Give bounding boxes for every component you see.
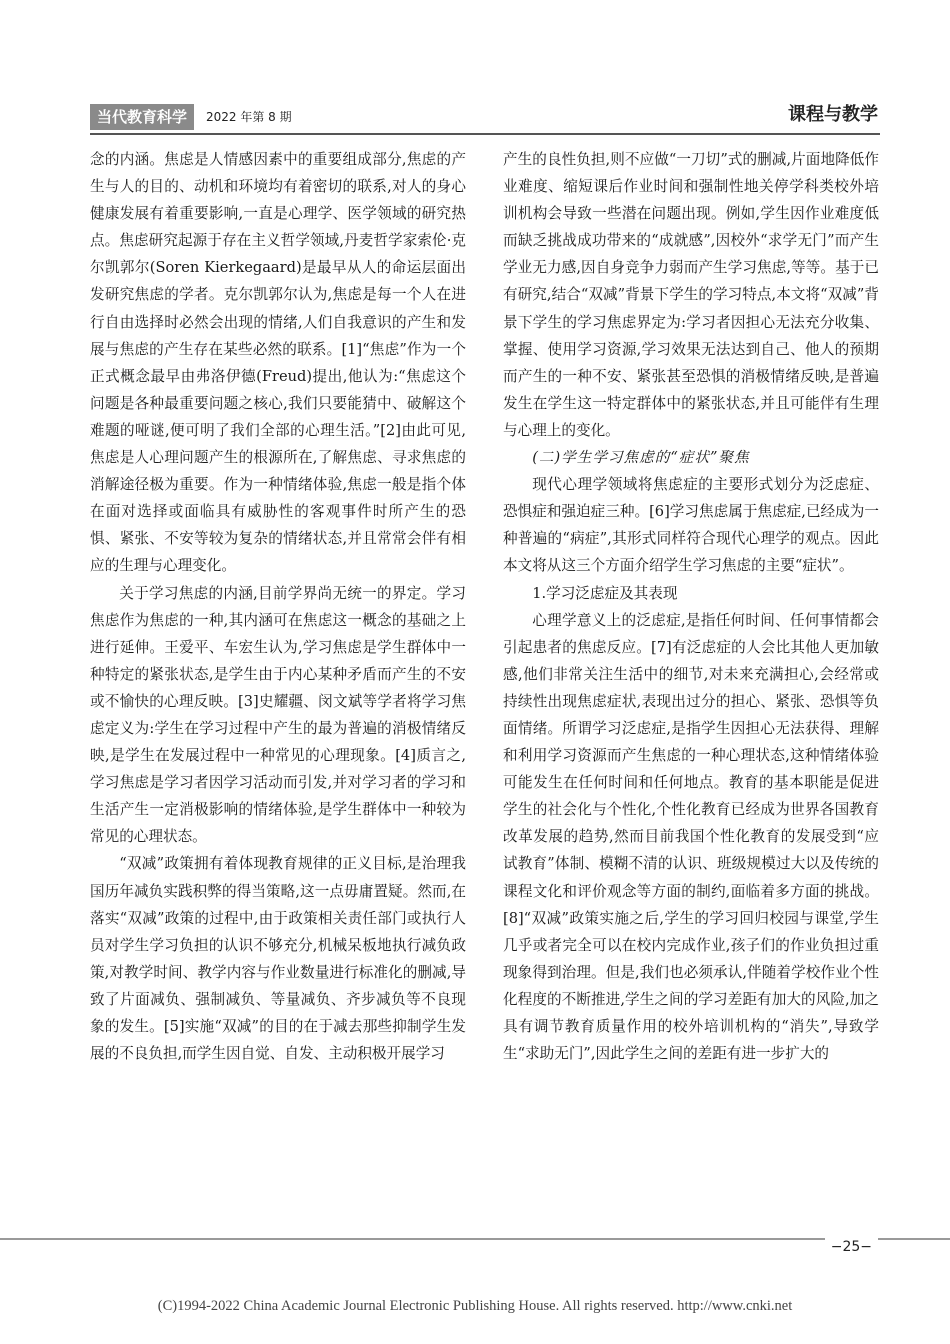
journal-title: 当代教育科学 [90,104,194,130]
right-column [503,146,879,1067]
issue-label: 2022 年第 8 期 [206,110,292,124]
paragraph: 现代心理学领域将焦虑症的主要形式划分为泛虑症、恐惧症和强迫症三种。[6]学习焦虑属于焦虑症,已经成为一种普遍的“病症”,其形式同样符合现代心理学的观点。因此本文将从这三个方面介绍学生学习焦虑的主要“症状”。 [503,476,879,575]
paragraph: “双减”政策拥有着体现教育规律的正义目标,是治理我国历年减负实践积弊的得当策略,这一点毋庸置疑。然而,在落实“双减”政策的过程中,由于政策相关责任部门或执行人员对学生学习负担的认识不够充分,机械呆板地执行减负政策,对教学时间、教学内容与作业数量进行标准化的删减,导致了片面减负、强制减负、等量减负、齐步减负等不良现象的发生。[5]实施“双减”的目的在于减去那些抑制学生发展的不良负担,而学生因自觉、自发、主动积极开展学习 [90,855,466,1063]
paragraph: 念的内涵。焦虑是人情感因素中的重要组成部分,焦虑的产生与人的目的、动机和环境均有着密切的联系,对人的身心健康发展有着重要影响,一直是心理学、医学领域的研究热点。焦虑研究起源于存在主义哲学领域,丹麦哲学家索伦·克尔凯郭尔(Soren Kierkegaard)是最早从人的命运层面出发研究焦虑的学者。克尔凯郭尔认为,焦虑是每一个人在进行自由选择时必然会出现的情绪,人们自我意识的产生和发展与焦虑的产生存在某些必然的联系。[1]“焦虑”作为一个正式概念最早由弗洛伊德(Freud)提出,他认为:“焦虑这个问题是各种最重要问题之核心,我们只要能猜中、破解这个难题的哑谜,便可明了我们全部的心理生活。”[2]由此可见,焦虑是人心理问题产生的根源所在,了解焦虑、寻求焦虑的消解途径极为重要。作为一种情绪体验,焦虑一般是指个体在面对选择或面临具有威胁性的客观事件时所产生的恐惧、紧张、不安等较为复杂的情绪状态,并且常常会伴有相应的生理与心理变化。 [90,151,466,575]
paragraph: 产生的良性负担,则不应做“一刀切”式的删减,片面地降低作业难度、缩短课后作业时间和强制性地关停学科类校外培训机构会导致一些潜在问题出现。例如,学生因作业难度低而缺乏挑战成功带来的“成就感”,因校外“求学无门”而产生学业无力感,因自身竞争力弱而产生学习焦虑,等等。基于已有研究,结合“双减”背景下学生的学习特点,本文将“双减”背景下学生的学习焦虑界定为:学习者因担心无法充分收集、掌握、使用学习资源,学习效果无法达到自己、他人的预期而产生的一种不安、紧张甚至恐惧的消极情绪反映,是普遍发生在学生这一特定群体中的紧张状态,并且可能伴有生理与心理上的变化。 [503,151,879,439]
minor-heading: 1.学习泛虑症及其表现 [532,584,678,602]
footer-rule [0,1238,950,1240]
paragraph: 关于学习焦虑的内涵,目前学界尚无统一的界定。学习焦虑作为焦虑的一种,其内涵可在焦虑这一概念的基础之上进行延伸。王爱平、车宏生认为,学习焦虑是学生群体中一种特定的紧张状态,是学生由于内心某种矛盾而产生的不安或不愉快的心理反映。[3]史耀疆、闵文斌等学者将学习焦虑定义为:学生在学习过程中产生的最为普遍的消极情绪反映,是学生在发展过程中一种常见的心理现象。[4]质言之,学习焦虑是学习者因学习活动而引发,并对学习者的学习和生活产生一定消极影响的情绪体验,是学生群体中一种较为常见的心理状态。 [90,584,466,846]
header-rule [90,133,880,135]
column-title: 课程与教学 [788,104,878,125]
left-column [90,146,466,1067]
page-number: −25− [825,1236,878,1258]
paragraph: 心理学意义上的泛虑症,是指任何时间、任何事情都会引起患者的焦虑反应。[7]有泛虑症的人会比其他人更加敏感,他们非常关注生活中的细节,对未来充满担心,会经常或持续性出现焦虑症状,表现出过分的担心、紧张、恐惧等负面情绪。所谓学习泛虑症,是指学生因担心无法获得、理解和利用学习资源而产生焦虑的一种心理状态,这种情绪体验可能发生在任何时间和任何地点。教育的基本职能是促进学生的社会化与个性化,个性化教育已经成为世界各国教育改革发展的趋势,然而目前我国个性化教育的发展受到“应试教育”体制、模糊不清的认识、班级规模过大以及传统的课程文化和评价观念等方面的制约,面临着多方面的挑战。[8]“双减”政策实施之后,学生的学习回归校园与课堂,学生几乎或者完全可以在校内完成作业,孩子们的作业负担过重现象得到治理。但是,我们也必须承认,伴随着学校作业个性化程度的不断推进,学生之间的学习差距有加大的风险,加之具有调节教育质量作用的校外培训机构的“消失”,导致学生“求助无门”,因此学生之间的差距有进一步扩大的 [503,611,879,1063]
section-subheading: (二)学生学习焦虑的“症状”聚焦 [532,449,750,467]
copyright-line: (C)1994-2022 China Academic Journal Electronic Publishing House. All rights reserved. http://www.cnki.net [157,1298,793,1314]
running-header [90,104,878,130]
